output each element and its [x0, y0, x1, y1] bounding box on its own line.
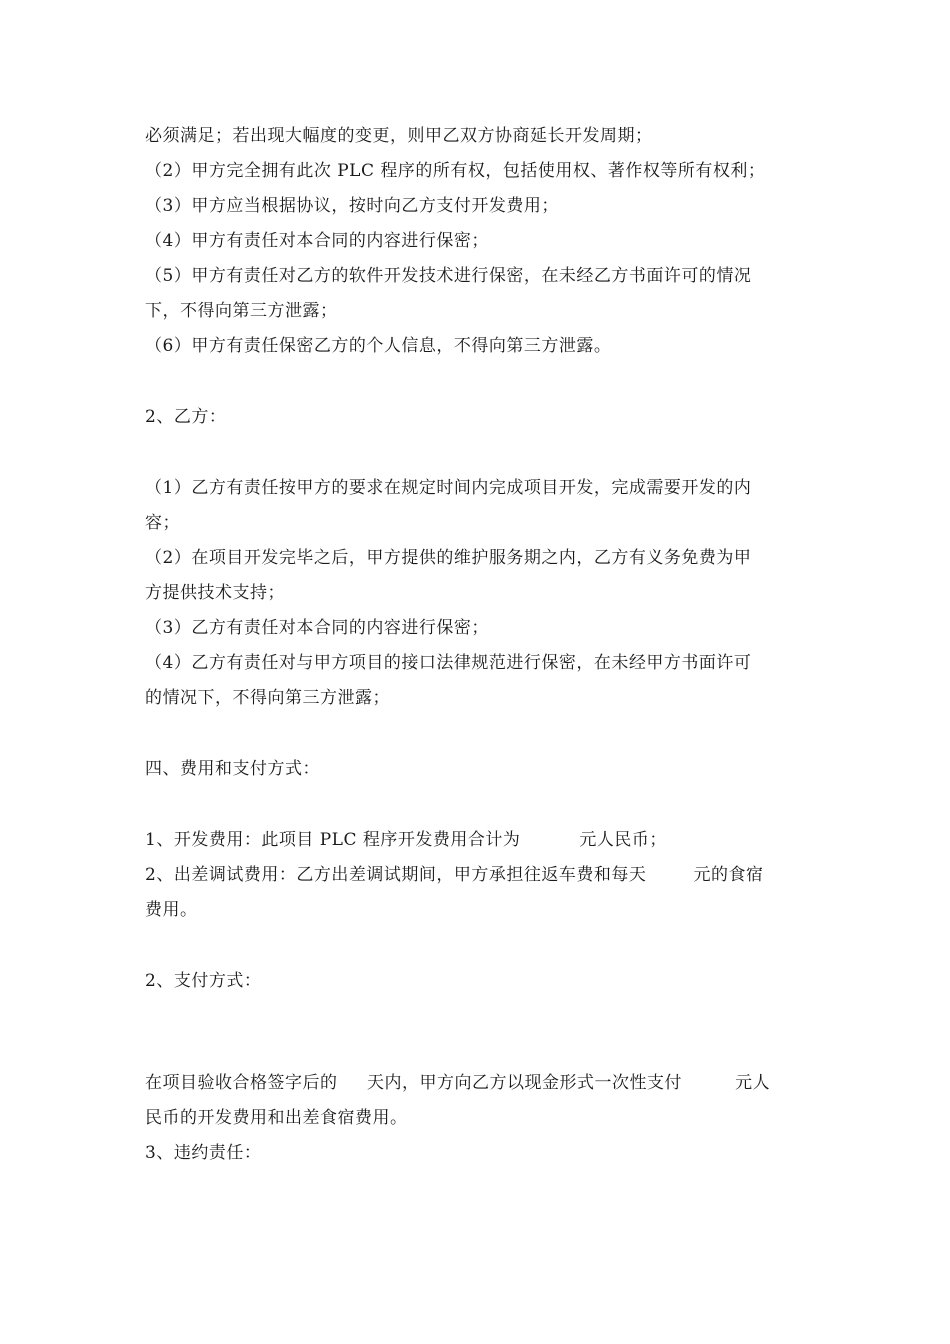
section-heading: 2、乙方：	[145, 407, 227, 427]
text-line: 容；	[145, 513, 180, 533]
text-line: 下，不得向第三方泄露；	[145, 301, 338, 321]
text-line: （3）甲方应当根据协议，按时向乙方支付开发费用；	[145, 196, 559, 216]
text-line: （2）甲方完全拥有此次 PLC 程序的所有权，包括使用权、著作权等所有权利；	[145, 161, 766, 181]
text-line: （4）乙方有责任对与甲方项目的接口法律规范进行保密，在未经甲方书面许可	[145, 653, 752, 673]
text-line: （5）甲方有责任对乙方的软件开发技术进行保密，在未经乙方书面许可的情况	[145, 266, 752, 286]
section-heading: 3、违约责任：	[145, 1143, 262, 1163]
section-heading: 四、费用和支付方式：	[145, 759, 320, 779]
text-line: 民币的开发费用和出差食宿费用。	[145, 1108, 408, 1128]
text-line: 在项目验收合格签字后的 天内，甲方向乙方以现金形式一次性支付 元人	[145, 1073, 771, 1093]
text-line: （6）甲方有责任保密乙方的个人信息，不得向第三方泄露。	[145, 336, 612, 356]
section-heading: 2、支付方式：	[145, 971, 262, 991]
text-line: 必须满足；若出现大幅度的变更，则甲乙双方协商延长开发周期；	[145, 126, 653, 146]
text-line: 2、出差调试费用：乙方出差调试期间，甲方承担往返车费和每天 元的食宿	[145, 865, 764, 885]
text-line: （4）甲方有责任对本合同的内容进行保密；	[145, 231, 489, 251]
text-line: 方提供技术支持；	[145, 583, 285, 603]
text-line: （1）乙方有责任按甲方的要求在规定时间内完成项目开发，完成需要开发的内	[145, 478, 752, 498]
text-line: 1、开发费用：此项目 PLC 程序开发费用合计为 元人民币；	[145, 830, 667, 850]
text-line: （3）乙方有责任对本合同的内容进行保密；	[145, 618, 489, 638]
text-line: 的情况下，不得向第三方泄露；	[145, 688, 390, 708]
text-line: 费用。	[145, 900, 198, 920]
text-line: （2）在项目开发完毕之后，甲方提供的维护服务期之内，乙方有义务免费为甲	[145, 548, 752, 568]
